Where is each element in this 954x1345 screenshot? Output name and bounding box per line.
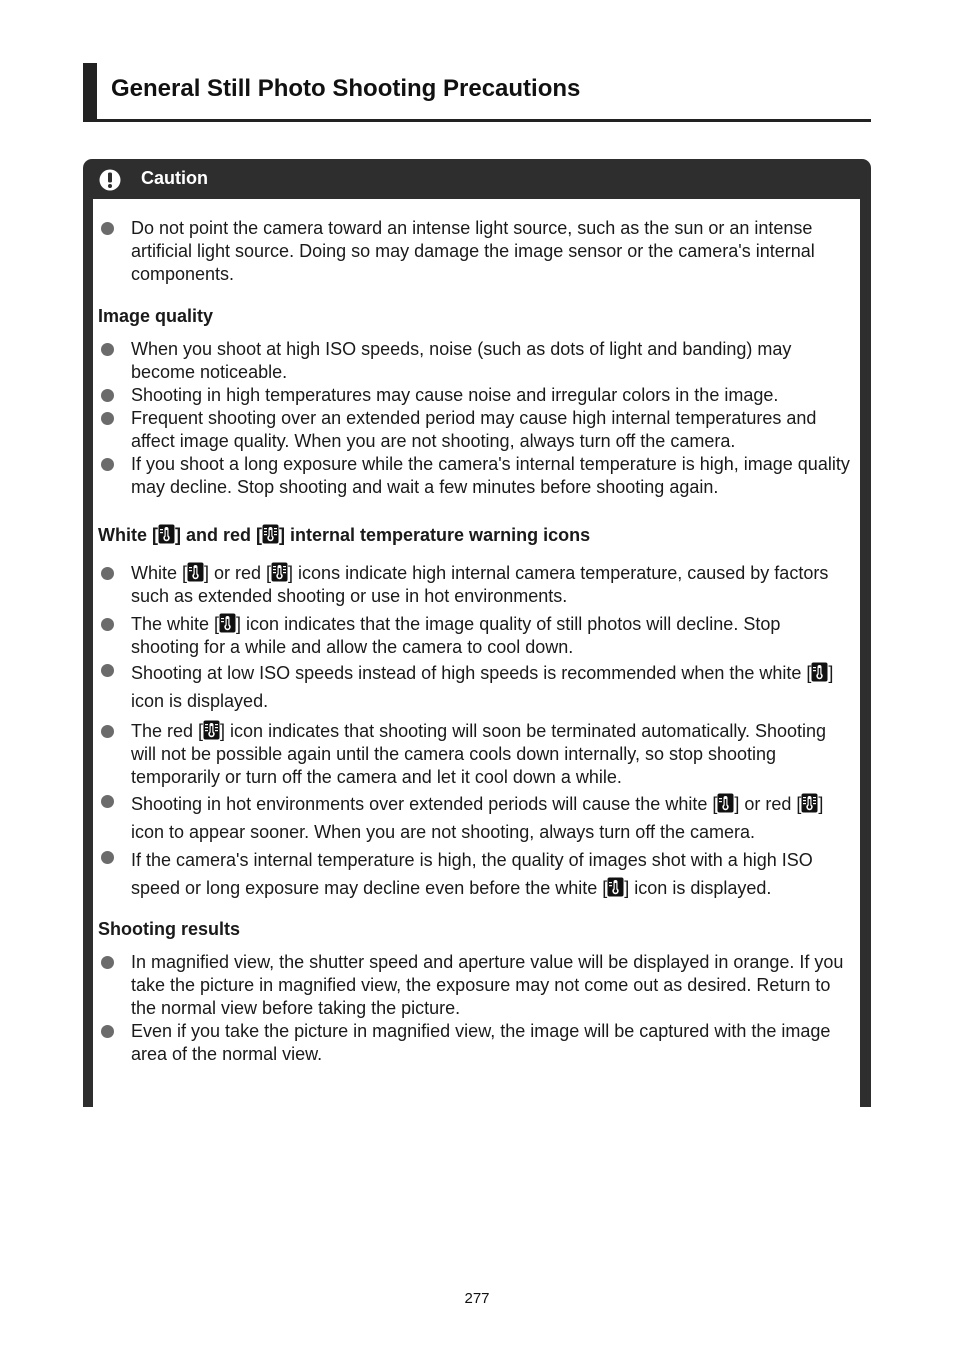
list-item: When you shoot at high ISO speeds, noise (such as dots of light and banding) may become noticeable.: [98, 338, 850, 384]
title-accent-bar: [83, 63, 97, 122]
red-temperature-warning-icon: [262, 524, 279, 544]
list-item: Frequent shooting over an extended period may cause high internal temperatures and affect image quality. When you are not shooting, always turn off the camera.: [98, 407, 850, 453]
page-number: 277: [464, 1290, 490, 1307]
heading-temperature-warning: White [ ] and red [ ] internal temperature warning icons: [98, 525, 591, 545]
list-item: Do not point the camera toward an intense light source, such as the sun or an intense artificial light source. Doing so may damage the image sensor or the camera's internal components.: [98, 217, 850, 286]
page-title: General Still Photo Shooting Precautions: [111, 75, 581, 102]
image-quality-list: [98, 338, 850, 499]
red-temperature-warning-icon: [203, 720, 220, 740]
temperature-warning-list: [98, 562, 850, 902]
list-item: Shooting at low ISO speeds instead of high speeds is recommended when the white [ ] icon is displayed.: [98, 659, 850, 715]
caution-label: Caution: [141, 168, 208, 188]
white-temperature-warning-icon: [811, 662, 828, 682]
heading-shooting-results: Shooting results: [98, 919, 241, 939]
white-temperature-warning-icon: [717, 793, 734, 813]
list-item: The white [ ] icon indicates that the image quality of still photos will decline. Stop shooting for a while and allow the camera to cool down.: [98, 613, 850, 659]
caution-icon: [99, 169, 121, 191]
heading-image-quality: Image quality: [98, 306, 214, 326]
list-item: The red [ ] icon indicates that shooting will soon be terminated automatically. Shooting will not be possible again until the camera cools down internally, so stop shooting temporarily or turn off the camera and let it cool down a while.: [98, 720, 850, 789]
white-temperature-warning-icon: [219, 613, 236, 633]
list-item: White [ ] or red [ ] icons indicate high internal camera temperature, caused by factors such as extended shooting or use in hot environments.: [98, 562, 850, 608]
list-item: Shooting in high temperatures may cause noise and irregular colors in the image.: [98, 384, 850, 407]
red-temperature-warning-icon: [801, 793, 818, 813]
list-item: Shooting in hot environments over extended periods will cause the white [ ] or red [ ] icon to appear sooner. When you are not shooting, always turn off the camera.: [98, 790, 850, 846]
intro-list: [98, 217, 850, 286]
section-title-bar: [83, 63, 871, 122]
list-item: Even if you take the picture in magnified view, the image will be captured with the image area of the normal view.: [98, 1020, 850, 1066]
white-temperature-warning-icon: [607, 877, 624, 897]
list-item: If the camera's internal temperature is high, the quality of images shot with a high ISO speed or long exposure may decline even before the white [ ] icon is displayed.: [98, 846, 850, 902]
caution-box: [83, 159, 871, 1107]
caution-header: [83, 159, 871, 199]
red-temperature-warning-icon: [271, 562, 288, 582]
white-temperature-warning-icon: [187, 562, 204, 582]
shooting-results-list: [98, 951, 850, 1066]
list-item: In magnified view, the shutter speed and aperture value will be displayed in orange. If you take the picture in magnified view, the exposure may not come out as desired. Return to the normal view before taking the picture.: [98, 951, 850, 1020]
white-temperature-warning-icon: [158, 524, 175, 544]
caution-panel: [93, 199, 860, 1107]
caution-content: [98, 216, 850, 1066]
list-item: If you shoot a long exposure while the camera's internal temperature is high, image quality may decline. Stop shooting and wait a few minutes before shooting again.: [98, 453, 850, 499]
